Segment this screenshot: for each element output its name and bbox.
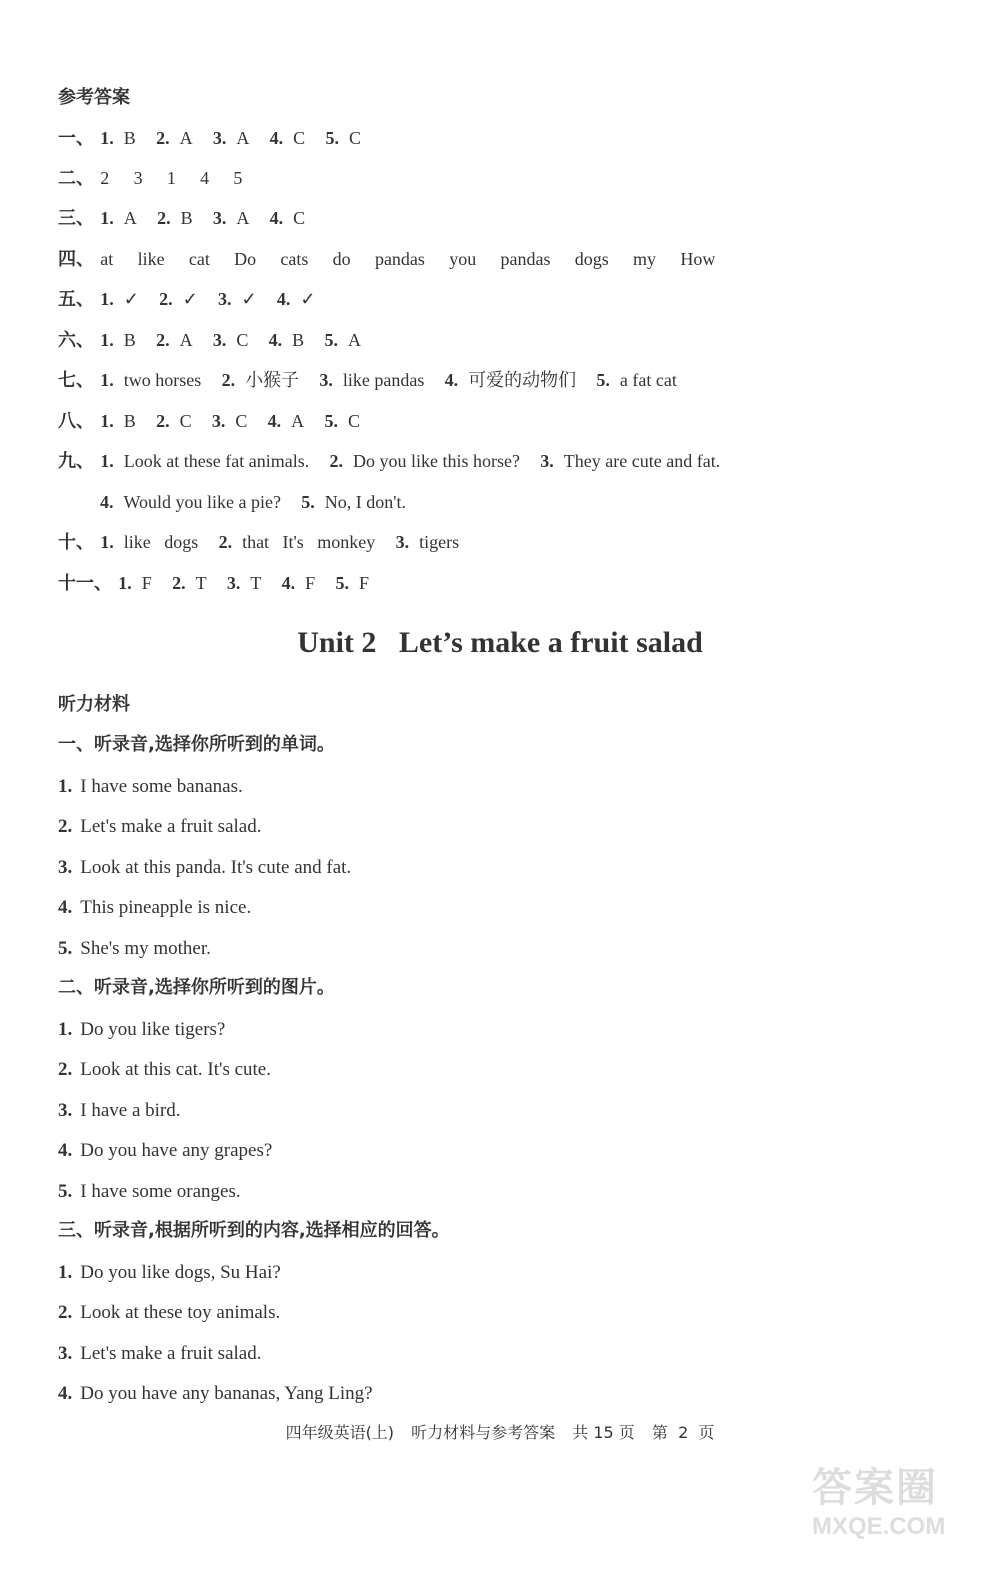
- answer-text: 5.: [324, 411, 338, 431]
- list-item: [58, 855, 351, 880]
- answer-word: like: [137, 249, 165, 269]
- answer-row-4: [58, 247, 733, 272]
- answer-text: 3.: [211, 411, 226, 431]
- answer-item: [396, 530, 460, 555]
- answer-item: [319, 368, 424, 393]
- answer-word: cats: [280, 249, 309, 269]
- row-label: 十、: [58, 532, 94, 553]
- answer-text: No, I don't.: [324, 492, 407, 512]
- answer-text: Let's make a fruit salad.: [80, 1343, 262, 1364]
- answer-text: tigers: [419, 532, 460, 552]
- list-item: [58, 1017, 225, 1042]
- row-label: 九、: [58, 451, 94, 472]
- answer-item: [269, 328, 305, 353]
- answer-text: 3.: [226, 573, 241, 593]
- answer-text: 5.: [58, 1181, 73, 1202]
- row-label: 三、: [58, 208, 94, 229]
- footer-page: 第 2 页: [651, 1423, 715, 1442]
- answer-text: I have some oranges.: [80, 1181, 241, 1202]
- answer-text: Do you have any bananas, Yang Ling?: [80, 1383, 373, 1404]
- answer-text: 5.: [325, 128, 339, 148]
- answer-text: 4.: [267, 411, 282, 431]
- answer-text: B: [123, 330, 136, 350]
- answer-word: 5: [233, 168, 243, 188]
- footer-book: 四年级英语(上): [285, 1423, 395, 1442]
- answer-text: 2.: [58, 1059, 73, 1080]
- answer-text: I have a bird.: [80, 1100, 181, 1121]
- answer-text: 1.: [100, 128, 114, 148]
- listening-heading: 听力材料: [58, 694, 130, 715]
- row-label: 七、: [58, 370, 94, 391]
- answer-text: 5.: [324, 330, 338, 350]
- answer-text: 2.: [329, 451, 344, 471]
- answer-text: A: [179, 128, 193, 148]
- answer-text: 3.: [58, 1343, 73, 1364]
- row-label: 六、: [58, 330, 94, 351]
- answer-text: 可爱的动物们: [468, 370, 577, 391]
- answer-text: F: [305, 573, 316, 593]
- answer-item: [213, 126, 250, 151]
- answer-text: Do you like this horse?: [353, 451, 520, 471]
- row-label: 八、: [58, 411, 94, 432]
- answer-item: [100, 449, 309, 474]
- answer-item: [325, 126, 361, 151]
- answer-text: 1.: [100, 451, 114, 471]
- answer-row-5: [58, 287, 330, 312]
- list-item: [58, 895, 251, 920]
- answer-text: 4.: [269, 208, 284, 228]
- list-item: [58, 1098, 180, 1123]
- list-item: [58, 1260, 281, 1285]
- answer-row-9-cont: [100, 490, 420, 515]
- answer-text: B: [123, 128, 136, 148]
- answer-row-10: [58, 530, 473, 555]
- list-item: [58, 936, 211, 961]
- answer-text: Do you like tigers?: [80, 1019, 226, 1040]
- answer-item: [277, 287, 316, 312]
- footer-doc: 听力材料与参考答案: [411, 1423, 556, 1442]
- list-item: [58, 1057, 271, 1082]
- answer-item: [596, 368, 676, 393]
- answer-text: T: [250, 573, 262, 593]
- answer-text: 2.: [218, 532, 233, 552]
- answer-row-11: [58, 571, 383, 596]
- answers-heading: 参考答案: [58, 87, 130, 108]
- answer-text: ✓: [241, 289, 257, 309]
- answer-text: C: [293, 208, 306, 228]
- answer-text: 1.: [100, 289, 114, 309]
- answer-text: C: [347, 411, 360, 431]
- answer-item: [330, 449, 520, 474]
- answer-item: [100, 530, 198, 555]
- answer-item: [301, 490, 406, 515]
- answer-word: cat: [188, 249, 210, 269]
- answer-text: 3.: [212, 208, 227, 228]
- answer-item: [213, 206, 250, 231]
- answer-text: 5.: [596, 370, 610, 390]
- answer-item: [212, 409, 248, 434]
- unit-title: Unit 2 Let’s make a fruit salad: [297, 626, 703, 659]
- answer-text: 4.: [276, 289, 291, 309]
- row-label: 一、: [58, 128, 94, 149]
- answer-item: [100, 409, 136, 434]
- answer-text: 1.: [100, 370, 114, 390]
- answer-item: [100, 206, 137, 231]
- answer-item: [227, 571, 262, 596]
- answer-text: 2.: [156, 411, 170, 431]
- answer-text: 2.: [58, 1302, 73, 1323]
- answer-word: you: [449, 249, 477, 269]
- answer-text: 1.: [100, 532, 114, 552]
- answer-text: a fat cat: [619, 370, 677, 390]
- answer-item: [270, 126, 306, 151]
- answer-text: Do you have any grapes?: [80, 1140, 273, 1161]
- answer-text: 1.: [58, 1262, 73, 1283]
- answer-text: 4.: [268, 330, 283, 350]
- answer-row-9: [58, 449, 734, 474]
- list-item: [58, 1300, 280, 1325]
- answer-item: [156, 126, 193, 151]
- list-item: [58, 1341, 261, 1366]
- answer-text: 2.: [159, 289, 173, 309]
- row-label: 四、: [58, 249, 94, 270]
- watermark-logo: [812, 1456, 982, 1546]
- answer-text: 4.: [58, 1140, 73, 1161]
- answer-word: my: [633, 249, 657, 269]
- answer-text: C: [235, 411, 248, 431]
- answer-text: Look at this cat. It's cute.: [80, 1059, 271, 1080]
- answer-text: C: [293, 128, 306, 148]
- answer-word: 4: [200, 168, 210, 188]
- answer-row-7: [58, 368, 691, 393]
- answer-text: 3.: [540, 451, 554, 471]
- answer-item: [100, 126, 136, 151]
- answer-text: ✓: [123, 289, 139, 309]
- answer-item: [159, 287, 198, 312]
- answer-text: 1.: [118, 573, 132, 593]
- answer-text: A: [236, 208, 250, 228]
- answer-text: Would you like a pie?: [123, 492, 282, 512]
- answer-text: Let's make a fruit salad.: [80, 816, 262, 837]
- answer-text: 3.: [212, 128, 227, 148]
- answer-text: ✓: [182, 289, 198, 309]
- answer-text: I have some bananas.: [80, 776, 243, 797]
- answer-text: that It's monkey: [242, 532, 376, 552]
- answer-word: 2: [100, 168, 110, 188]
- answer-text: 2.: [221, 370, 236, 390]
- answer-text: 2.: [156, 330, 170, 350]
- answer-text: ✓: [300, 289, 316, 309]
- section-title: 一、听录音,选择你所听到的单词。: [58, 734, 335, 755]
- answer-text: This pineapple is nice.: [80, 897, 252, 918]
- answer-text: B: [180, 208, 193, 228]
- answer-word: pandas: [374, 249, 425, 269]
- answer-word: How: [680, 249, 716, 269]
- answer-text: 5.: [58, 938, 73, 959]
- answer-item: [218, 287, 257, 312]
- answer-item: [270, 206, 306, 231]
- answer-item: [222, 368, 300, 393]
- answer-item: [157, 206, 193, 231]
- answer-text: C: [179, 411, 192, 431]
- answer-text: 5.: [335, 573, 349, 593]
- answer-text: like dogs: [123, 532, 199, 552]
- answer-text: 1.: [100, 411, 114, 431]
- row-label: 二、: [58, 168, 94, 189]
- answer-text: 2.: [58, 816, 73, 837]
- answer-text: 1.: [100, 330, 114, 350]
- answer-text: They are cute and fat.: [563, 451, 721, 471]
- answer-item: [335, 571, 369, 596]
- answer-item: [213, 328, 249, 353]
- answer-item: [172, 571, 207, 596]
- answer-text: 4.: [281, 573, 296, 593]
- answer-word: at: [100, 249, 114, 269]
- answer-word: 3: [133, 168, 143, 188]
- answer-row-3: [58, 206, 319, 231]
- answer-text: two horses: [123, 370, 202, 390]
- answer-item: [324, 409, 360, 434]
- answer-text: A: [123, 208, 137, 228]
- answer-text: B: [123, 411, 136, 431]
- row-label: 十一、: [58, 573, 112, 594]
- list-item: [58, 1179, 241, 1204]
- answer-text: 2.: [172, 573, 186, 593]
- answer-item: [540, 449, 720, 474]
- footer-total: 共 15 页: [572, 1423, 635, 1442]
- answer-text: F: [141, 573, 152, 593]
- answer-text: 1.: [100, 208, 114, 228]
- answer-item: [219, 530, 376, 555]
- answer-word: Do: [234, 249, 257, 269]
- answer-text: F: [358, 573, 369, 593]
- answer-word: 1: [166, 168, 176, 188]
- answer-text: 1.: [58, 1019, 73, 1040]
- section-title: 二、听录音,选择你所听到的图片。: [58, 977, 335, 998]
- answer-item: [100, 368, 201, 393]
- answer-word: do: [332, 249, 351, 269]
- answer-text: 4.: [58, 897, 73, 918]
- list-item: [58, 1381, 373, 1406]
- answer-row-8: [58, 409, 374, 434]
- answer-text: C: [348, 128, 361, 148]
- answer-text: A: [179, 330, 193, 350]
- answer-row-6: [58, 328, 375, 353]
- watermark-text: 答案圈: [812, 1465, 938, 1511]
- answer-text: Look at these fat animals.: [123, 451, 310, 471]
- answer-text: 1.: [58, 776, 73, 797]
- answer-item: [100, 328, 136, 353]
- answer-text: C: [236, 330, 249, 350]
- answer-item: [118, 571, 152, 596]
- row-label: 五、: [58, 289, 94, 310]
- answer-text: 4.: [269, 128, 284, 148]
- answer-item: [324, 328, 361, 353]
- answer-text: like pandas: [342, 370, 425, 390]
- answer-text: 2.: [157, 208, 171, 228]
- answer-word: dogs: [574, 249, 609, 269]
- answer-text: 3.: [319, 370, 333, 390]
- section-title: 三、听录音,根据所听到的内容,选择相应的回答。: [58, 1220, 450, 1241]
- answer-text: 4.: [58, 1383, 73, 1404]
- answer-row-1: [58, 126, 375, 151]
- answer-item: [268, 409, 305, 434]
- answer-text: B: [292, 330, 305, 350]
- answer-text: 4.: [444, 370, 459, 390]
- answer-text: She's my mother.: [80, 938, 211, 959]
- list-item: [58, 774, 243, 799]
- answer-text: T: [195, 573, 207, 593]
- answer-text: A: [347, 330, 361, 350]
- answer-item: [100, 287, 139, 312]
- answer-row-2: [58, 166, 260, 191]
- watermark-url: MXQE.COM: [812, 1513, 946, 1540]
- answer-item: [156, 328, 193, 353]
- answer-item: [445, 368, 577, 393]
- answer-text: Look at these toy animals.: [80, 1302, 281, 1323]
- answer-item: [156, 409, 192, 434]
- list-item: [58, 814, 261, 839]
- answer-item: [100, 490, 281, 515]
- answer-text: 4.: [100, 492, 114, 512]
- answer-text: 3.: [218, 289, 232, 309]
- page-footer: [0, 1420, 1000, 1443]
- answer-text: Look at this panda. It's cute and fat.: [80, 857, 352, 878]
- answer-text: 小猴子: [245, 370, 300, 391]
- answer-text: Do you like dogs, Su Hai?: [80, 1262, 281, 1283]
- answer-text: 3.: [58, 1100, 73, 1121]
- answer-text: 5.: [301, 492, 315, 512]
- answer-item: [282, 571, 316, 596]
- answer-text: 3.: [395, 532, 410, 552]
- answer-text: A: [291, 411, 305, 431]
- answer-word: pandas: [500, 249, 551, 269]
- answer-text: 3.: [58, 857, 73, 878]
- list-item: [58, 1138, 272, 1163]
- answer-text: A: [236, 128, 250, 148]
- answer-text: 3.: [212, 330, 227, 350]
- answer-text: 2.: [156, 128, 170, 148]
